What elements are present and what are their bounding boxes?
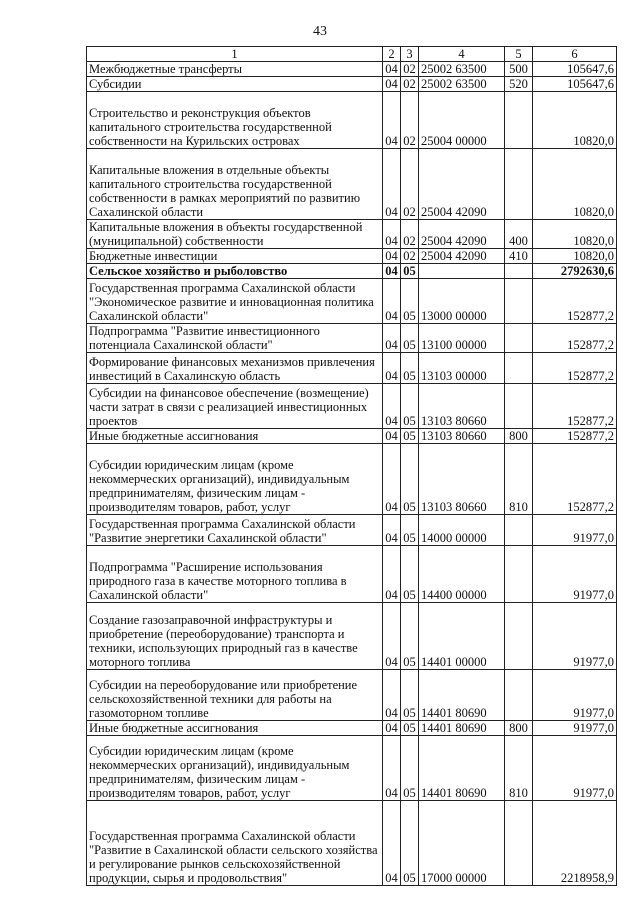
row-target-code: 13103 00000	[419, 353, 505, 384]
row-section: 04	[383, 279, 401, 324]
row-name: Подпрограмма "Развитие инвестиционного потенциала Сахалинской области"	[87, 324, 383, 353]
row-amount: 2218958,9	[533, 801, 617, 886]
row-target-code: 14000 00000	[419, 515, 505, 546]
row-amount: 91977,0	[533, 546, 617, 603]
table-row	[87, 546, 617, 603]
row-section: 04	[383, 603, 401, 670]
row-amount: 91977,0	[533, 670, 617, 721]
row-expense-type	[505, 92, 533, 149]
row-subsection: 05	[401, 801, 419, 886]
row-expense-type	[505, 264, 533, 279]
row-section: 04	[383, 149, 401, 220]
row-target-code: 14401 80690	[419, 721, 505, 736]
row-section: 04	[383, 721, 401, 736]
table-row	[87, 429, 617, 444]
row-section: 04	[383, 77, 401, 92]
row-name: Государственная программа Сахалинской области "Экономическое развитие и инновационная политика Сахалинской области"	[87, 279, 383, 324]
row-target-code: 14401 00000	[419, 603, 505, 670]
row-target-code: 17000 00000	[419, 801, 505, 886]
row-expense-type	[505, 546, 533, 603]
row-target-code: 13103 80660	[419, 444, 505, 515]
row-expense-type	[505, 515, 533, 546]
table-row	[87, 801, 617, 886]
row-section: 04	[383, 264, 401, 279]
row-target-code: 25002 63500	[419, 77, 505, 92]
table-row	[87, 353, 617, 384]
table-row	[87, 603, 617, 670]
table-row	[87, 249, 617, 264]
row-section: 04	[383, 515, 401, 546]
row-section: 04	[383, 62, 401, 77]
row-expense-type: 800	[505, 429, 533, 444]
row-amount: 10820,0	[533, 92, 617, 149]
row-amount: 91977,0	[533, 736, 617, 801]
row-amount: 2792630,6	[533, 264, 617, 279]
row-expense-type: 400	[505, 220, 533, 249]
row-name: Субсидии на переоборудование или приобретение сельскохозяйственной техники для работы на газомоторном топливе	[87, 670, 383, 721]
row-subsection: 05	[401, 324, 419, 353]
row-amount: 91977,0	[533, 603, 617, 670]
row-expense-type	[505, 353, 533, 384]
column-header-6: 6	[533, 47, 617, 62]
row-section: 04	[383, 92, 401, 149]
table-row	[87, 384, 617, 429]
page-number: 43	[313, 24, 327, 39]
table-row	[87, 149, 617, 220]
row-name: Бюджетные инвестиции	[87, 249, 383, 264]
table-row	[87, 324, 617, 353]
row-section: 04	[383, 384, 401, 429]
row-name: Подпрограмма "Расширение использования природного газа в качестве моторного топлива в Сахалинской области"	[87, 546, 383, 603]
row-amount: 152877,2	[533, 324, 617, 353]
row-subsection: 05	[401, 384, 419, 429]
row-subsection: 05	[401, 736, 419, 801]
row-expense-type: 810	[505, 444, 533, 515]
table-row	[87, 444, 617, 515]
table-row	[87, 670, 617, 721]
row-target-code: 14400 00000	[419, 546, 505, 603]
row-expense-type: 800	[505, 721, 533, 736]
column-header-5: 5	[505, 47, 533, 62]
row-target-code: 25004 42090	[419, 249, 505, 264]
row-name: Субсидии на финансовое обеспечение (возмещение) части затрат в связи с реализацией инвестиционных проектов	[87, 384, 383, 429]
row-amount: 91977,0	[533, 721, 617, 736]
row-section: 04	[383, 546, 401, 603]
row-amount: 105647,6	[533, 77, 617, 92]
row-section: 04	[383, 670, 401, 721]
row-section: 04	[383, 444, 401, 515]
row-name: Субсидии	[87, 77, 383, 92]
row-section: 04	[383, 736, 401, 801]
row-section: 04	[383, 429, 401, 444]
row-expense-type	[505, 670, 533, 721]
row-expense-type	[505, 279, 533, 324]
row-expense-type	[505, 149, 533, 220]
row-subsection: 05	[401, 353, 419, 384]
row-amount: 10820,0	[533, 220, 617, 249]
row-amount: 10820,0	[533, 149, 617, 220]
row-subsection: 05	[401, 444, 419, 515]
row-target-code: 25004 42090	[419, 220, 505, 249]
table-row	[87, 220, 617, 249]
column-header-4: 4	[419, 47, 505, 62]
row-name: Государственная программа Сахалинской области "Развитие в Сахалинской области сельского хозяйства и регулирование рынков сельскохозяйственной продукции, сырья и продовольствия"	[87, 801, 383, 886]
row-expense-type	[505, 603, 533, 670]
row-subsection: 05	[401, 721, 419, 736]
row-name: Сельское хозяйство и рыболовство	[87, 264, 383, 279]
row-section: 04	[383, 220, 401, 249]
row-subsection: 05	[401, 515, 419, 546]
row-amount: 10820,0	[533, 249, 617, 264]
table-row	[87, 515, 617, 546]
row-subsection: 05	[401, 603, 419, 670]
row-target-code: 25002 63500	[419, 62, 505, 77]
row-expense-type	[505, 801, 533, 886]
row-section: 04	[383, 249, 401, 264]
row-subsection: 02	[401, 249, 419, 264]
row-target-code: 13103 80660	[419, 429, 505, 444]
row-subsection: 02	[401, 62, 419, 77]
column-header-1: 1	[87, 47, 383, 62]
row-expense-type: 500	[505, 62, 533, 77]
row-amount: 152877,2	[533, 444, 617, 515]
row-section: 04	[383, 353, 401, 384]
row-target-code: 13100 00000	[419, 324, 505, 353]
row-subsection: 05	[401, 264, 419, 279]
table-row	[87, 77, 617, 92]
table-row	[87, 62, 617, 77]
table-row	[87, 264, 617, 279]
row-name: Формирование финансовых механизмов привлечения инвестиций в Сахалинскую область	[87, 353, 383, 384]
row-subsection: 02	[401, 149, 419, 220]
row-name: Межбюджетные трансферты	[87, 62, 383, 77]
table-row	[87, 736, 617, 801]
row-target-code	[419, 264, 505, 279]
row-subsection: 05	[401, 429, 419, 444]
row-target-code: 14401 80690	[419, 670, 505, 721]
row-subsection: 05	[401, 546, 419, 603]
table-row	[87, 721, 617, 736]
row-amount: 105647,6	[533, 62, 617, 77]
row-name: Субсидии юридическим лицам (кроме некоммерческих организаций), индивидуальным предпринимателям, физическим лицам - производителям товаров, работ, услуг	[87, 444, 383, 515]
row-name: Капитальные вложения в отдельные объекты капитального строительства государственной собственности в рамках мероприятий по развитию Сахалинской области	[87, 149, 383, 220]
row-section: 04	[383, 324, 401, 353]
row-amount: 91977,0	[533, 515, 617, 546]
row-name: Государственная программа Сахалинской области "Развитие энергетики Сахалинской области"	[87, 515, 383, 546]
table-header-row	[87, 47, 617, 62]
row-expense-type: 520	[505, 77, 533, 92]
row-subsection: 02	[401, 220, 419, 249]
row-subsection: 02	[401, 92, 419, 149]
budget-table	[86, 46, 617, 886]
row-expense-type: 810	[505, 736, 533, 801]
row-expense-type	[505, 324, 533, 353]
row-name: Строительство и реконструкция объектов капитального строительства государственной собственности на Курильских островах	[87, 92, 383, 149]
row-amount: 152877,2	[533, 384, 617, 429]
row-name: Создание газозаправочной инфраструктуры и приобретение (переоборудование) транспорта и техники, использующих природный газ в качестве моторного топлива	[87, 603, 383, 670]
row-subsection: 05	[401, 670, 419, 721]
row-name: Капитальные вложения в объекты государственной (муниципальной) собственности	[87, 220, 383, 249]
row-amount: 152877,2	[533, 429, 617, 444]
row-name: Субсидии юридическим лицам (кроме некоммерческих организаций), индивидуальным предпринимателям, физическим лицам - производителям товаров, работ, услуг	[87, 736, 383, 801]
row-target-code: 25004 00000	[419, 92, 505, 149]
row-expense-type: 410	[505, 249, 533, 264]
row-target-code: 13103 80660	[419, 384, 505, 429]
column-header-3: 3	[401, 47, 419, 62]
row-name: Иные бюджетные ассигнования	[87, 429, 383, 444]
row-amount: 152877,2	[533, 353, 617, 384]
row-target-code: 25004 42090	[419, 149, 505, 220]
row-target-code: 13000 00000	[419, 279, 505, 324]
row-expense-type	[505, 384, 533, 429]
row-subsection: 05	[401, 279, 419, 324]
row-section: 04	[383, 801, 401, 886]
row-subsection: 02	[401, 77, 419, 92]
row-amount: 152877,2	[533, 279, 617, 324]
table-row	[87, 92, 617, 149]
table-row	[87, 279, 617, 324]
row-name: Иные бюджетные ассигнования	[87, 721, 383, 736]
column-header-2: 2	[383, 47, 401, 62]
row-target-code: 14401 80690	[419, 736, 505, 801]
